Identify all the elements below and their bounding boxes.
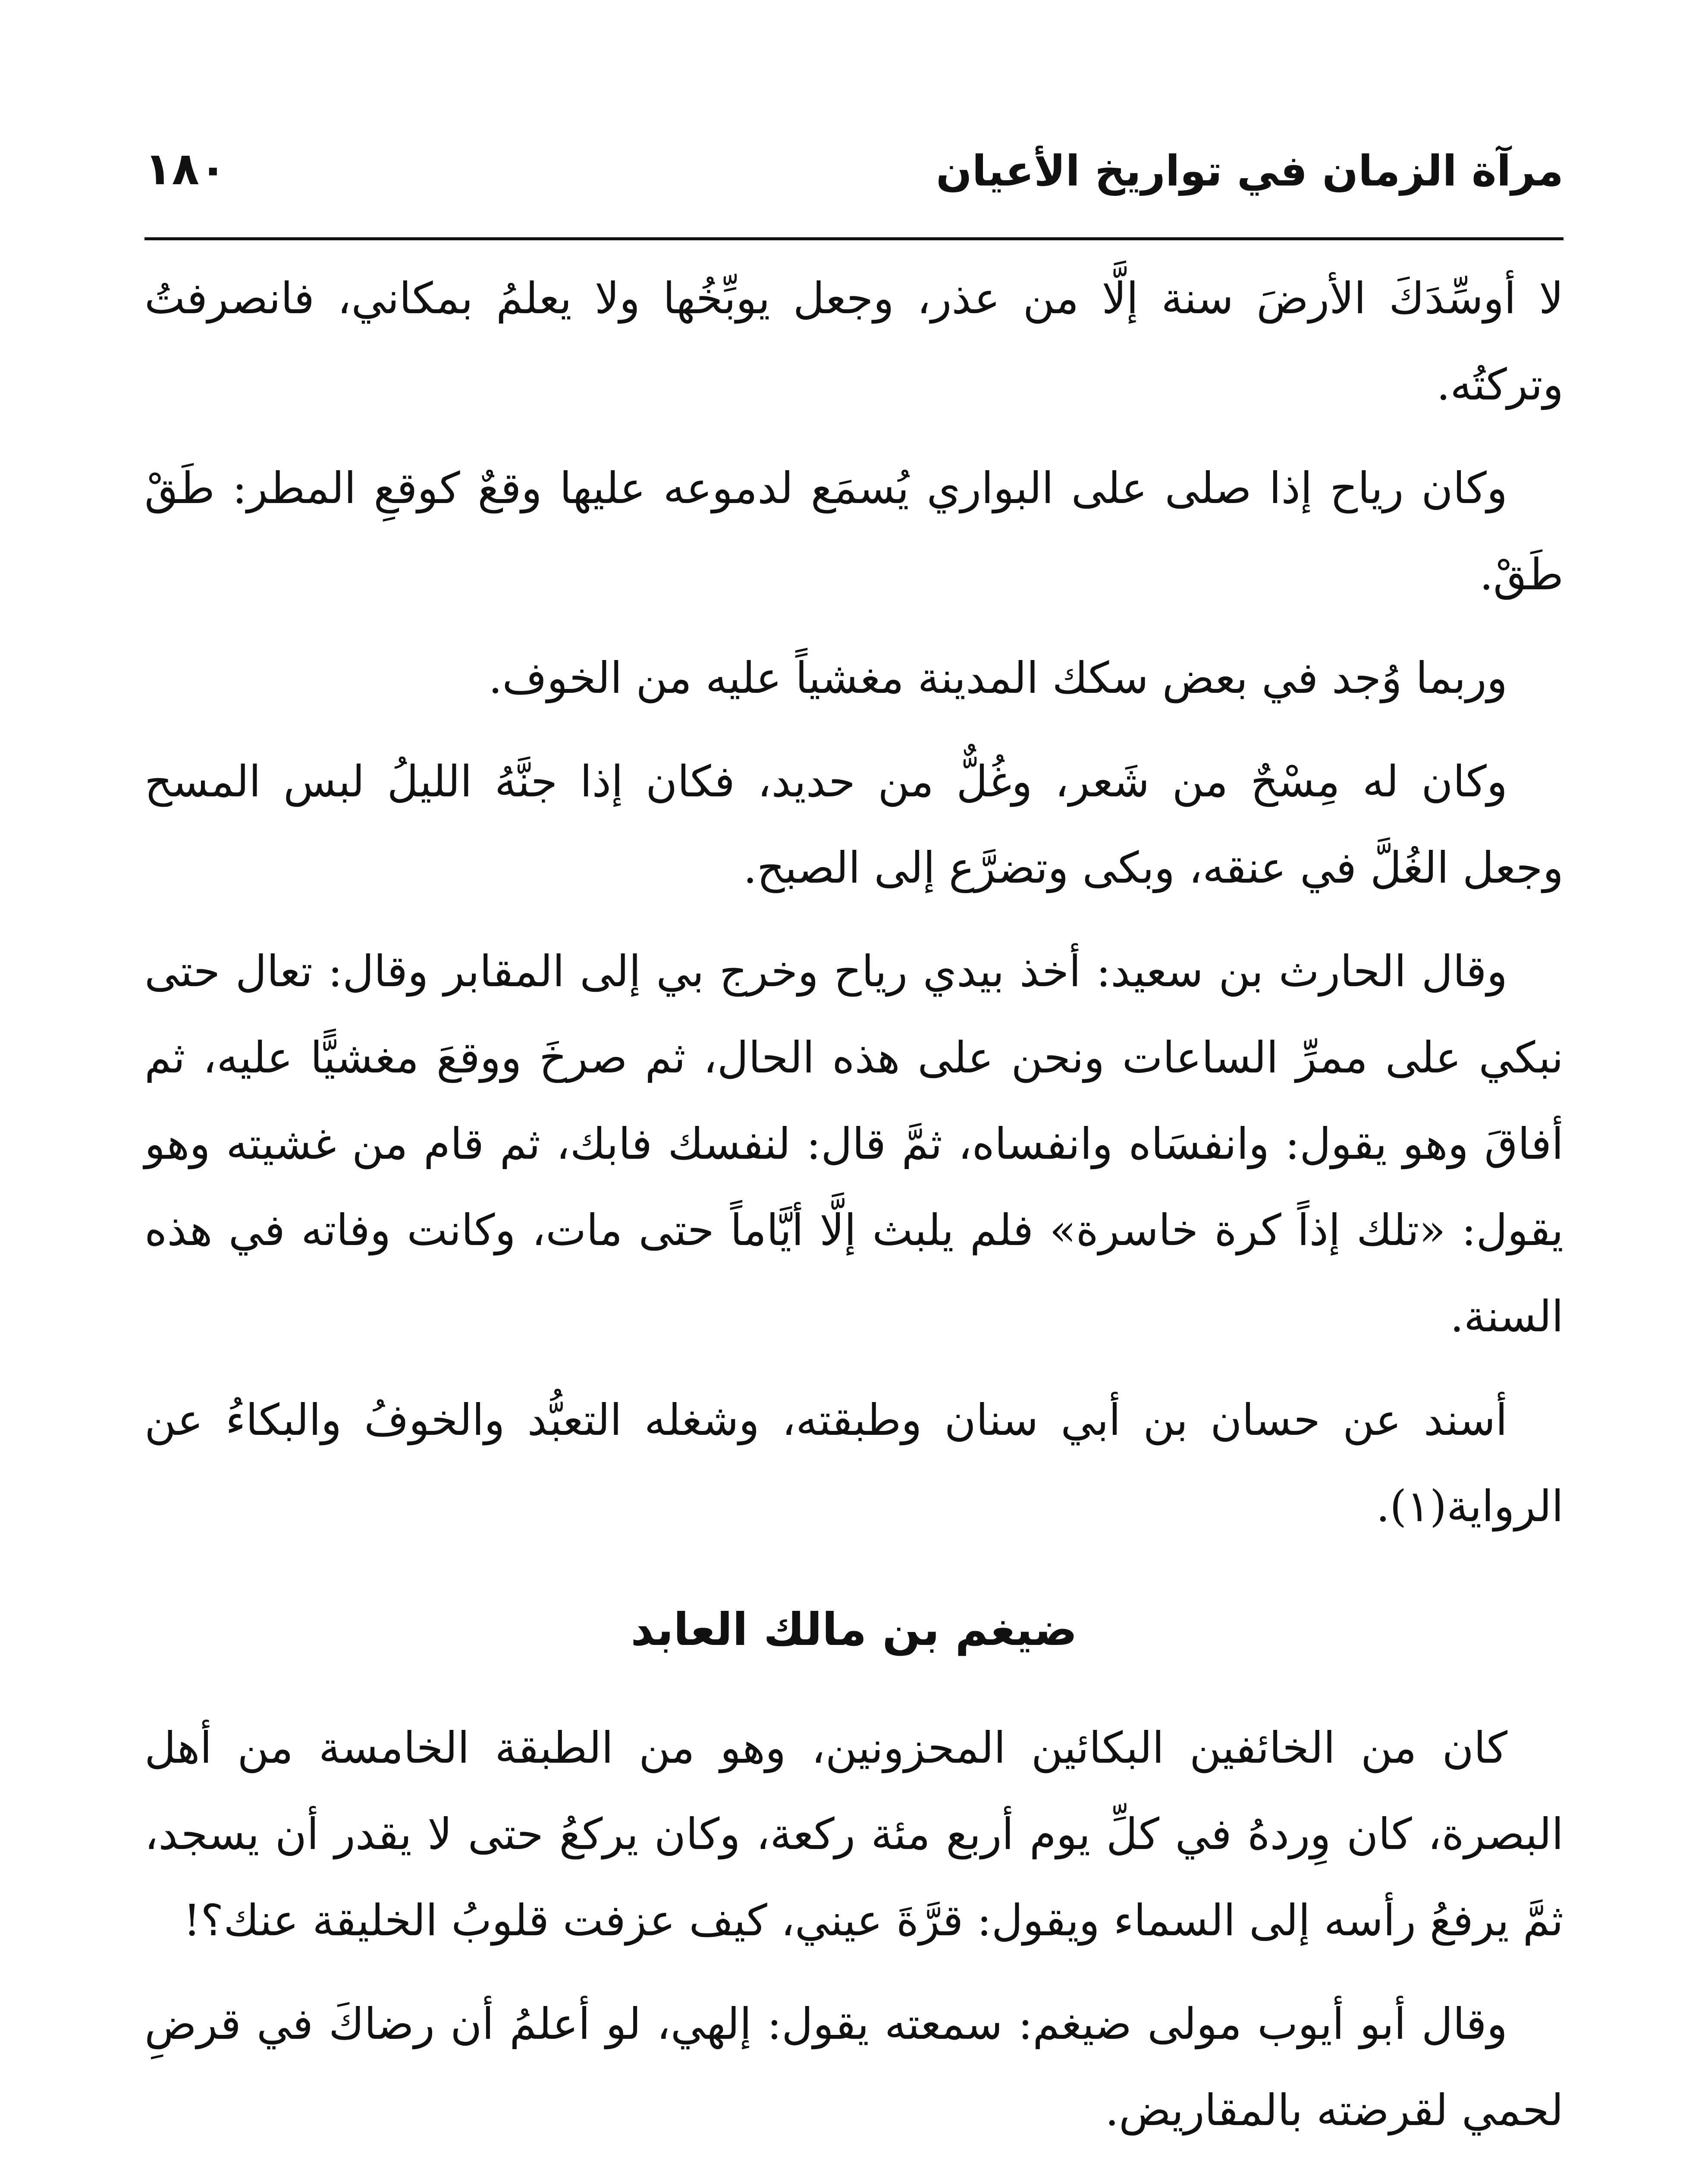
- paragraph: وقال الحارث بن سعيد: أخذ بيدي رياح وخرج بي إلى المقابر وقال: تعال حتى نبكي على ممرِّ الساعات ونحن على هذه الحال، ثم صرخَ ووقعَ مغشيًّا عليه، ثم أفاقَ وهو يقول: وانفسَاه وانفساه، ثمَّ قال: لنفسك فابك، ثم قام من غشيته وهو يقول: «تلك إذاً كرة خاسرة» فلم يلبث إلَّا أيَّاماً حتى مات، وكانت وفاته في هذه السنة.: [144, 946, 1564, 1342]
- paragraph: وربما وُجد في بعض سكك المدينة مغشياً عليه من الخوف.: [488, 653, 1507, 703]
- section-heading: ضيغم بن مالك العابد: [631, 1603, 1077, 1656]
- paragraph: وكان له مِسْحٌ من شَعر، وغُلٌّ من حديد، فكان إذا جنَّهُ الليلُ لبس المسح وجعل الغُلَّ في عنقه، وبكى وتضرَّع إلى الصبح.: [144, 756, 1564, 893]
- book-page: [144, 129, 1564, 2157]
- main-text: [144, 255, 1564, 2157]
- page-header: [144, 129, 1564, 240]
- paragraph: لا أوسِّدَكَ الأرضَ سنة إلَّا من عذر، وجعل يوبِّخُها ولا يعلمُ بمكاني، فانصرفتُ وتركتُه.: [144, 273, 1564, 410]
- page-number: ١٨٠: [144, 142, 227, 195]
- running-title: مرآة الزمان في تواريخ الأعيان: [936, 147, 1564, 196]
- paragraph: وقال أبو أيوب مولى ضيغم: سمعته يقول: إلهي، لو أعلمُ أن رضاكَ في قرضِ لحمي لقرضته بالمقاريض.: [144, 1999, 1564, 2135]
- paragraph: أسند عن حسان بن أبي سنان وطبقته، وشغله التعبُّد والخوفُ والبكاءُ عن الرواية(١).: [144, 1395, 1564, 1531]
- paragraph: وكان رياح إذا صلى على البواري يُسمَع لدموعه عليها وقعٌ كوقعِ المطر: طَقْ طَقْ.: [144, 463, 1564, 600]
- paragraph: كان من الخائفين البكائين المحزونين، وهو من الطبقة الخامسة من أهل البصرة، كان وِردهُ في كلِّ يوم أربع مئة ركعة، وكان يركعُ حتى لا يقدر أن يسجد، ثمَّ يرفعُ رأسه إلى السماء ويقول: قرَّةَ عيني، كيف عزفت قلوبُ الخليقة عنك؟!: [144, 1723, 1564, 1946]
